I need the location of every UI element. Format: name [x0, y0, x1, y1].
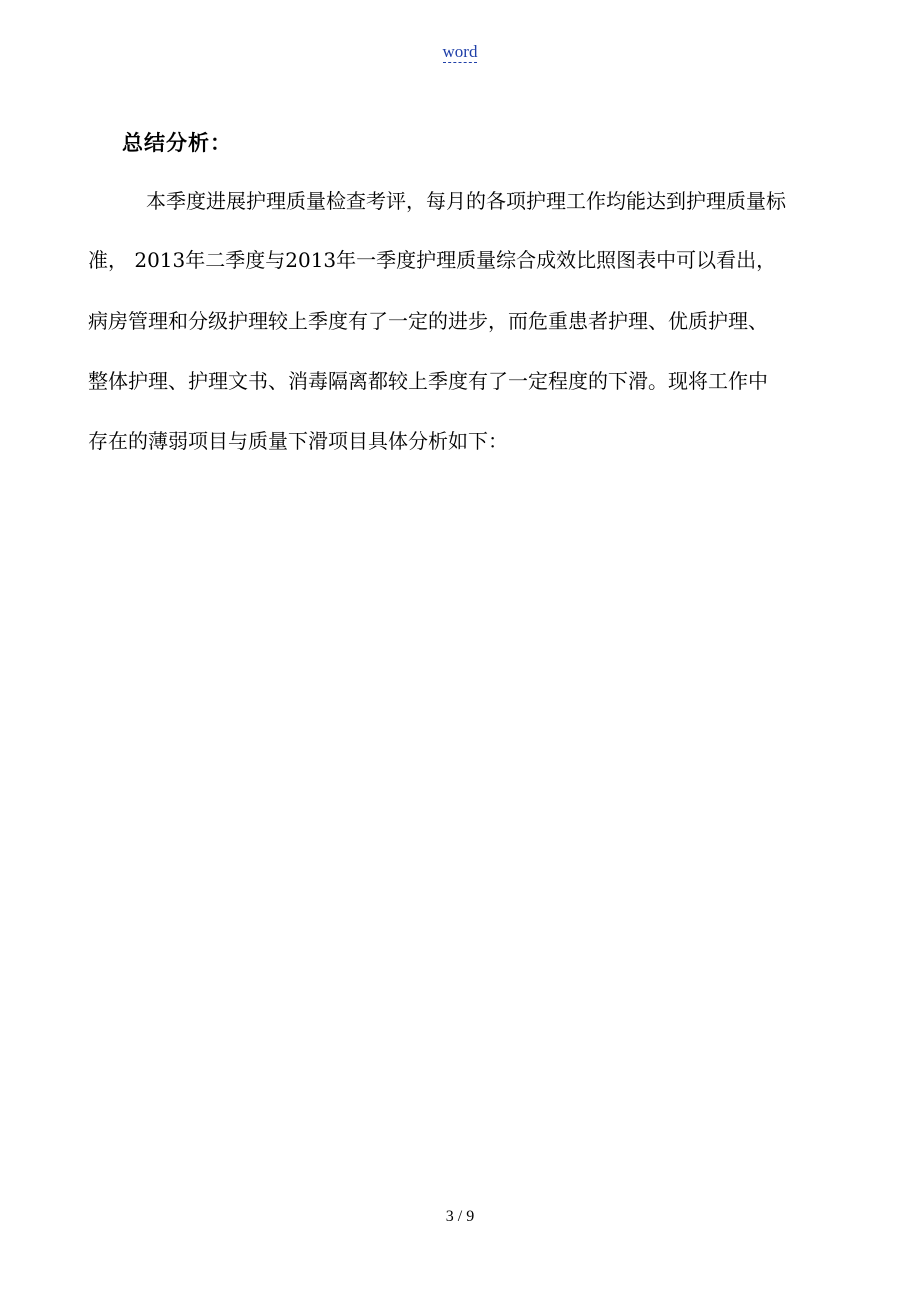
paragraph-line-2: 准， 2013年二季度与2013年一季度护理质量综合成效比照图表中可以看出，: [88, 248, 777, 272]
page-header: [0, 41, 920, 63]
section-title: 总结分析：: [122, 131, 232, 155]
page-number: 3 / 9: [445, 1208, 475, 1225]
paragraph-line-3: 病房管理和分级护理较上季度有了一定的进步，而危重患者护理、优质护理、: [88, 309, 768, 333]
paragraph-line-4: 整体护理、护理文书、消毒隔离都较上季度有了一定程度的下滑。现将工作中: [88, 369, 768, 393]
word-link[interactable]: word: [442, 42, 478, 61]
paragraph-line-5: 存在的薄弱项目与质量下滑项目具体分析如下：: [88, 429, 508, 453]
paragraph-line-1: 本季度进展护理质量检查考评，每月的各项护理工作均能达到护理质量标: [146, 189, 786, 213]
